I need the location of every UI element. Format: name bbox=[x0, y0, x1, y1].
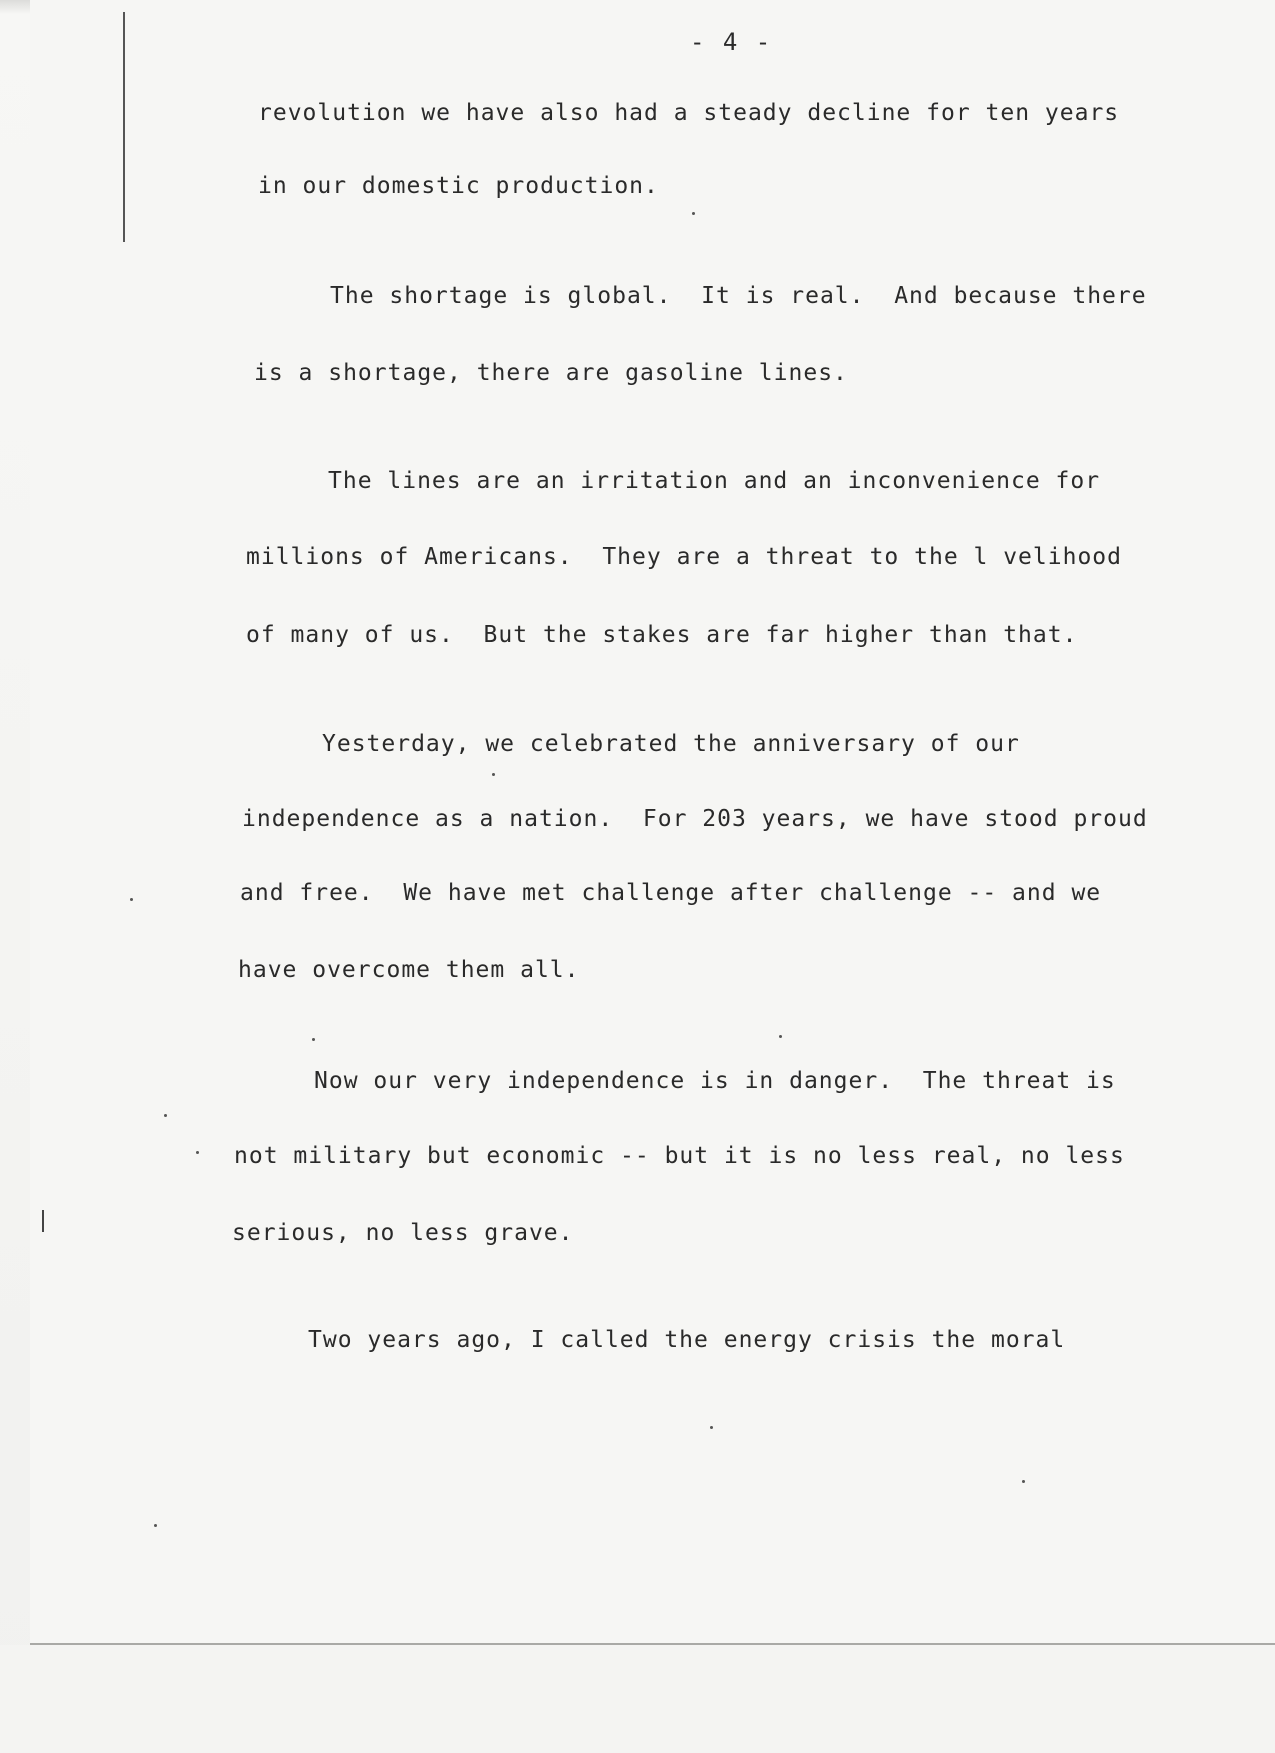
scan-speck bbox=[492, 773, 495, 776]
margin-tick-mark bbox=[42, 1210, 44, 1232]
text-line-5: The lines are an irritation and an inconvenience for bbox=[328, 468, 1101, 494]
text-line-2: in our domestic production. bbox=[258, 173, 659, 199]
margin-rule bbox=[123, 12, 125, 242]
text-line-4: is a shortage, there are gasoline lines. bbox=[254, 360, 848, 386]
text-line-6: millions of Americans. They are a threat to the l velihood bbox=[246, 544, 1122, 570]
scan-speck bbox=[1022, 1480, 1025, 1483]
text-line-10: and free. We have met challenge after challenge -- and we bbox=[240, 880, 1102, 906]
scanner-bed bbox=[0, 1645, 1275, 1753]
text-line-12: Now our very independence is in danger. The threat is bbox=[314, 1068, 1116, 1094]
text-line-14: serious, no less grave. bbox=[232, 1220, 574, 1246]
scan-speck bbox=[710, 1426, 713, 1429]
scan-speck bbox=[130, 898, 133, 901]
text-line-13: not military but economic -- but it is no less real, no less bbox=[234, 1143, 1125, 1169]
scan-speck bbox=[196, 1151, 199, 1154]
text-line-15: Two years ago, I called the energy crisis the moral bbox=[308, 1327, 1066, 1353]
text-line-9: independence as a nation. For 203 years, we have stood proud bbox=[242, 806, 1148, 832]
text-line-8: Yesterday, we celebrated the anniversary of our bbox=[322, 731, 1020, 757]
scan-speck bbox=[779, 1035, 782, 1038]
scan-speck bbox=[312, 1038, 315, 1041]
scan-speck bbox=[692, 212, 695, 215]
text-line-1: revolution we have also had a steady decline for ten years bbox=[258, 100, 1120, 126]
text-line-11: have overcome them all. bbox=[238, 957, 580, 983]
scan-speck bbox=[154, 1524, 157, 1527]
text-line-3: The shortage is global. It is real. And because there bbox=[330, 283, 1147, 309]
scan-speck bbox=[164, 1114, 167, 1117]
page-number: - 4 - bbox=[690, 28, 773, 56]
text-line-7: of many of us. But the stakes are far higher than that. bbox=[246, 622, 1078, 648]
